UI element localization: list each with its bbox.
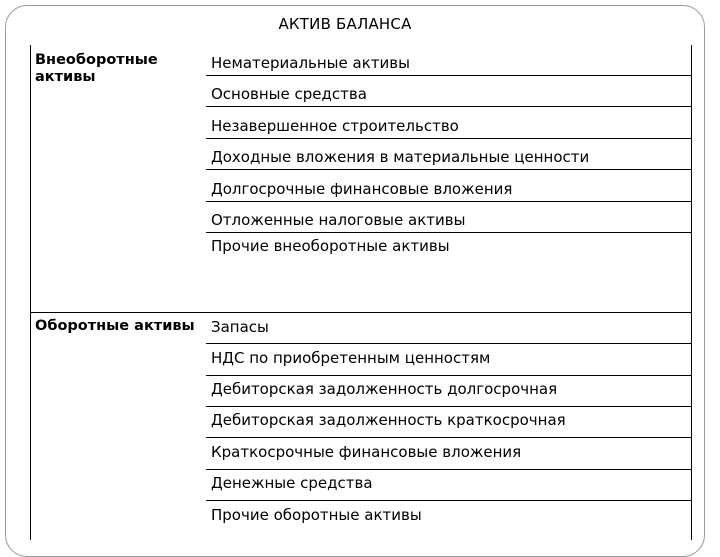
table-row: Денежные средства — [211, 474, 373, 492]
row-divider — [206, 437, 692, 438]
table-row: Прочие внеоборотные активы — [211, 237, 450, 255]
row-divider — [206, 169, 692, 170]
row-divider — [206, 469, 692, 470]
row-divider — [206, 406, 692, 407]
row-divider — [206, 343, 692, 344]
page-title: АКТИВ БАЛАНСА — [278, 15, 412, 33]
table-row: Запасы — [211, 318, 269, 336]
table-row: Незавершенное строительство — [211, 117, 459, 135]
table-row: Прочие оборотные активы — [211, 506, 422, 524]
table-row: НДС по приобретенным ценностям — [211, 349, 491, 367]
table-row: Нематериальные активы — [211, 54, 410, 72]
section-divider — [30, 312, 692, 313]
row-divider — [206, 500, 692, 501]
table-row: Дебиторская задолженность краткосрочная — [211, 411, 566, 429]
table-row: Долгосрочные финансовые вложения — [211, 180, 513, 198]
row-divider — [206, 138, 692, 139]
row-divider — [206, 106, 692, 107]
table-right-border — [691, 45, 692, 540]
table-row: Дебиторская задолженность долгосрочная — [211, 380, 558, 398]
table-row: Основные средства — [211, 85, 367, 103]
table-row: Краткосрочные финансовые вложения — [211, 443, 522, 461]
category-current-assets: Оборотные активы — [35, 318, 195, 334]
row-divider — [206, 201, 692, 202]
table-left-border — [30, 45, 31, 540]
category-noncurrent-assets: Внеоборотные активы — [35, 52, 158, 85]
table-row: Отложенные налоговые активы — [211, 211, 466, 229]
table-row: Доходные вложения в материальные ценности — [211, 148, 590, 166]
row-divider — [206, 375, 692, 376]
row-divider — [206, 75, 692, 76]
row-divider — [206, 232, 692, 233]
